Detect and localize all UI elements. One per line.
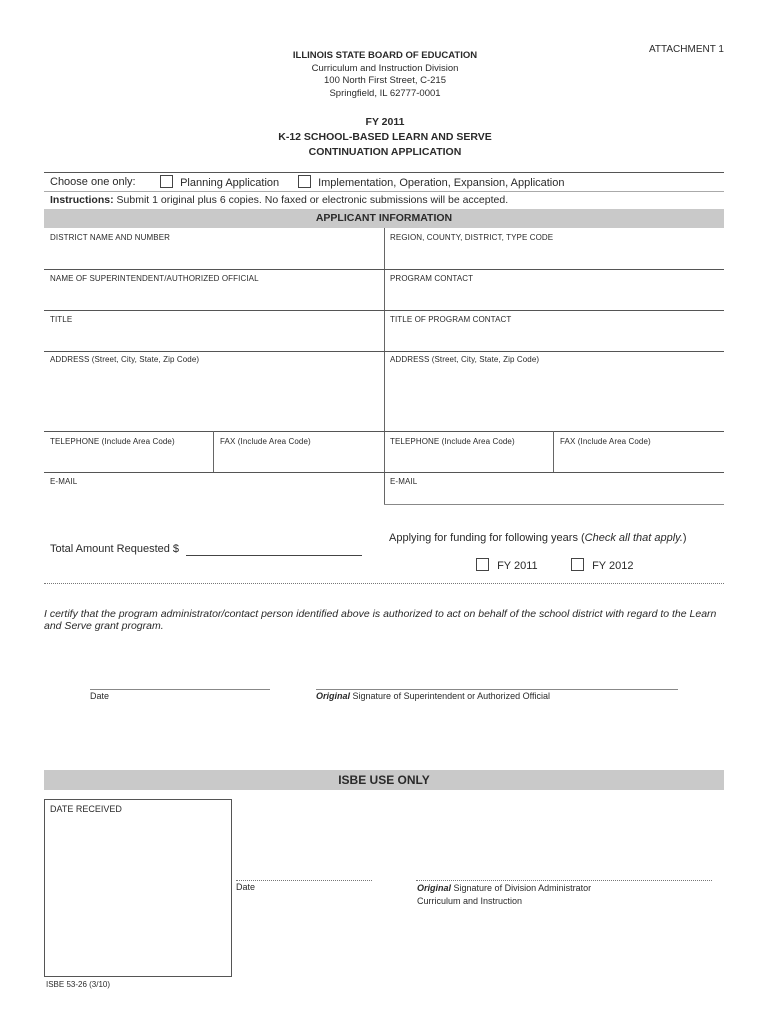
instructions [50,194,508,206]
planning-label: Planning Application [180,177,280,189]
form-number: ISBE 53-26 (3/10) [46,980,111,989]
city-address: Springfield, IL 62777-0001 [329,87,441,99]
division-name: Curriculum and Instruction Division [311,62,459,74]
isbe-sig-line1: Signature of Division Administrator [453,883,592,893]
attachment-label: ATTACHMENT 1 [648,44,724,55]
title-field[interactable]: TITLE [50,315,73,324]
isbe-date-label: Date [236,882,256,892]
signature-label: Signature of Superintendent or Authorized Official [352,691,550,701]
title-type: CONTINUATION APPLICATION [308,146,462,158]
instructions-label: Instructions: [50,194,114,206]
fy2011-label: FY 2011 [497,560,538,572]
fy2012-checkbox[interactable] [571,558,584,571]
date-label: Date [90,691,110,701]
years-text-close: ) [682,532,687,544]
planning-option[interactable] [160,175,279,189]
district-field[interactable]: DISTRICT NAME AND NUMBER [50,233,171,242]
planning-checkbox[interactable] [160,175,173,188]
choose-label: Choose one only: [50,176,136,188]
region-field[interactable]: REGION, COUNTY, DISTRICT, TYPE CODE [390,233,554,242]
certify-statement: I certify that the program administrator/contact person identified above is authorized to act on behalf of the school district with regard to the Learn and Serve grant program. [44,608,717,632]
isbe-date-line[interactable] [236,880,372,881]
total-amount-input[interactable] [186,555,362,556]
implementation-option[interactable] [298,175,565,189]
title-fy: FY 2011 [365,116,405,128]
signature-caption [316,691,550,701]
signature-line[interactable] [316,689,678,690]
title-contact-field[interactable]: TITLE OF PROGRAM CONTACT [390,315,512,324]
date-line[interactable] [90,689,270,690]
street-address: 100 North First Street, C-215 [324,75,446,86]
implementation-label: Implementation, Operation, Expansion, Application [318,177,565,189]
fax-right-field[interactable]: FAX (Include Area Code) [560,437,651,446]
isbe-original-word: Original [417,883,452,893]
applicant-info-band: APPLICANT INFORMATION [44,209,724,228]
form-title [0,115,770,160]
email-left-field[interactable]: E-MAIL [50,477,78,486]
fy2011-option[interactable] [476,558,538,572]
address-left-field[interactable]: ADDRESS (Street, City, State, Zip Code) [50,355,200,364]
years-text-italic: Check all that apply. [584,532,683,544]
original-word: Original [316,691,351,701]
title-program: K-12 SCHOOL-BASED LEARN AND SERVE [278,131,492,143]
isbe-signature-line[interactable] [416,880,712,881]
implementation-checkbox[interactable] [298,175,311,188]
agency-name: ILLINOIS STATE BOARD OF EDUCATION [292,50,478,61]
funding-years-text [389,532,687,544]
telephone-right-field[interactable]: TELEPHONE (Include Area Code) [390,437,515,446]
address-right-field[interactable]: ADDRESS (Street, City, State, Zip Code) [390,355,540,364]
total-amount-label: Total Amount Requested $ [50,543,180,555]
fy2012-option[interactable] [571,558,633,572]
fy2011-checkbox[interactable] [476,558,489,571]
isbe-signature-caption [417,882,591,907]
fy2012-label: FY 2012 [592,560,634,572]
program-contact-field[interactable]: PROGRAM CONTACT [390,274,474,283]
isbe-sig-line2: Curriculum and Instruction [417,895,523,906]
date-received-label: DATE RECEIVED [50,804,122,814]
telephone-left-field[interactable]: TELEPHONE (Include Area Code) [50,437,175,446]
isbe-use-only-band: ISBE USE ONLY [44,770,724,790]
email-right-field[interactable]: E-MAIL [390,477,418,486]
years-text-start: Applying for funding for following years ( [389,532,585,544]
instructions-text: Submit 1 original plus 6 copies. No faxed or electronic submissions will be accepted. [116,194,509,206]
fax-left-field[interactable]: FAX (Include Area Code) [220,437,311,446]
date-received-box[interactable] [44,799,232,977]
superintendent-field[interactable]: NAME OF SUPERINTENDENT/AUTHORIZED OFFICIAL [50,274,259,283]
agency-header [0,50,770,100]
